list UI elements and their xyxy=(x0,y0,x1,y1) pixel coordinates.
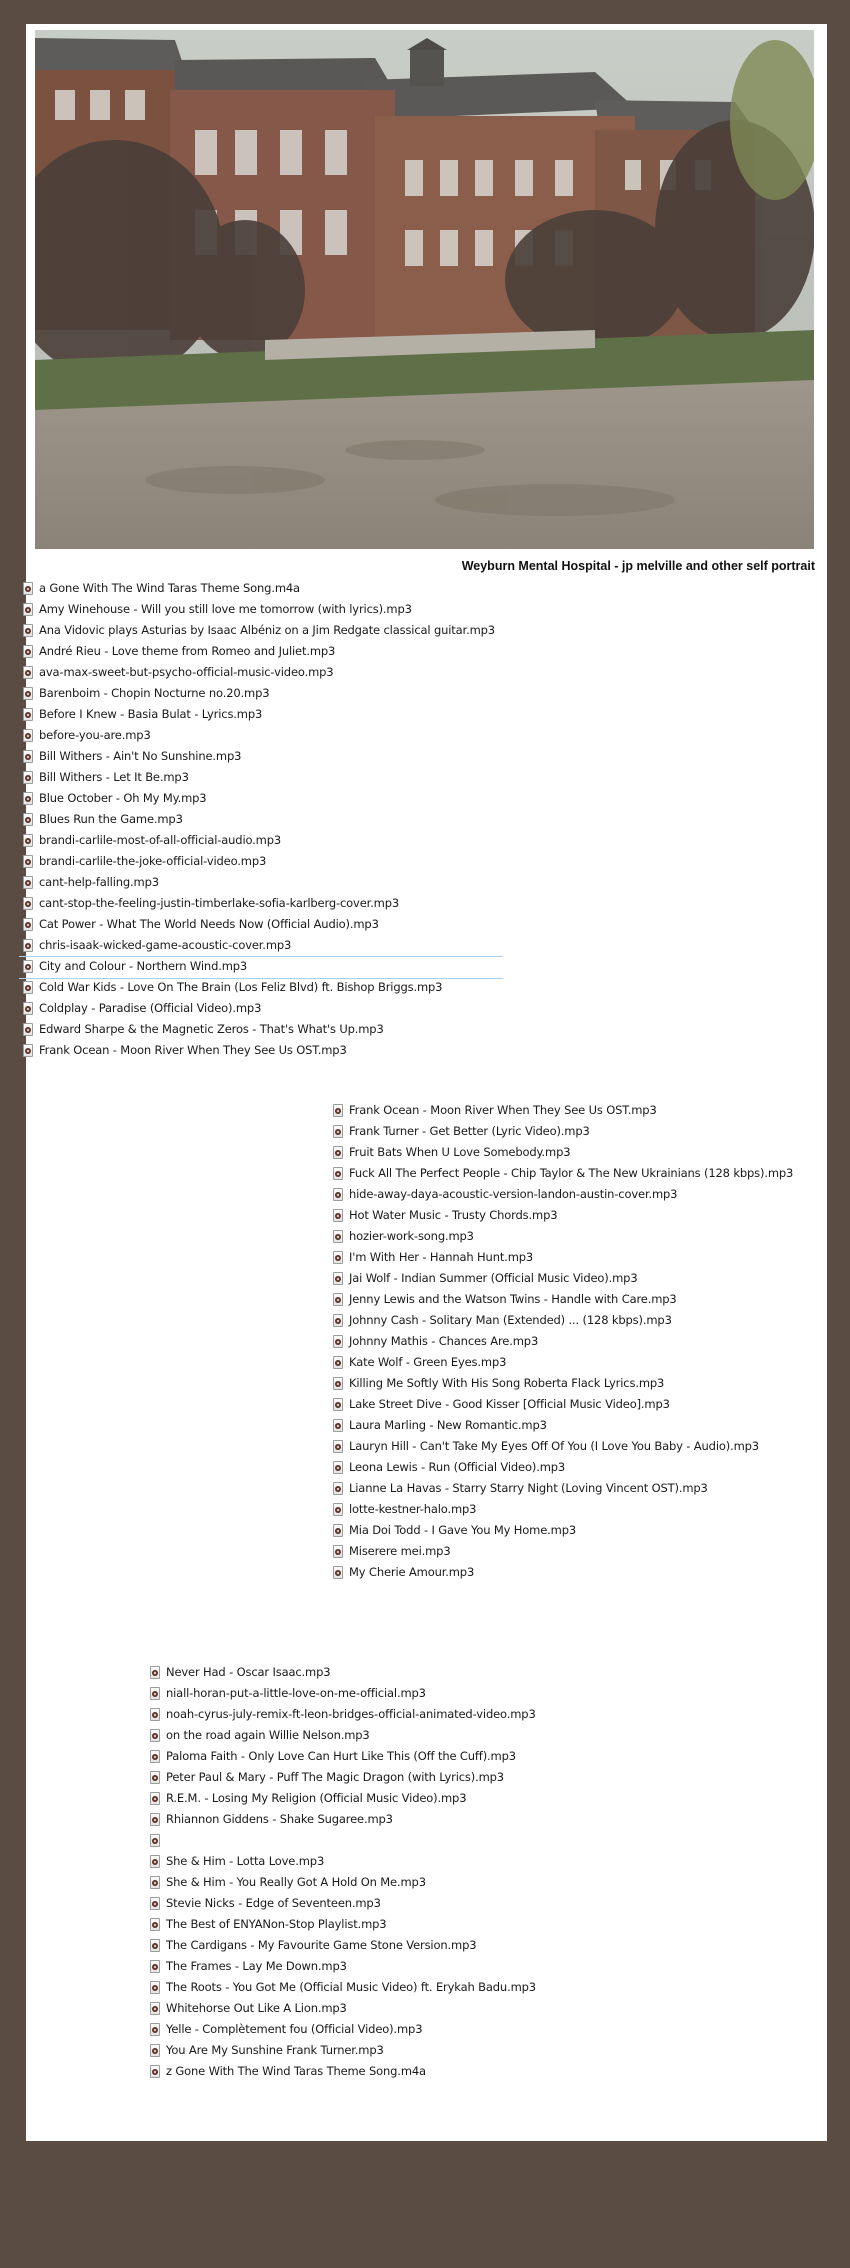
audio-file-icon xyxy=(333,1419,343,1432)
file-link[interactable] xyxy=(333,1100,803,1121)
file-link[interactable] xyxy=(23,641,503,662)
file-link[interactable] xyxy=(23,683,503,704)
file-name: She & Him - You Really Got A Hold On Me.mp3 xyxy=(166,1875,426,1889)
audio-file-icon xyxy=(23,708,33,721)
file-link[interactable] xyxy=(23,998,503,1019)
file-link[interactable] xyxy=(333,1268,803,1289)
file-link[interactable] xyxy=(23,599,503,620)
file-link[interactable] xyxy=(333,1247,803,1268)
audio-file-icon xyxy=(150,1960,160,1973)
audio-file-icon xyxy=(333,1356,343,1369)
file-name: Leona Lewis - Run (Official Video).mp3 xyxy=(349,1460,566,1474)
file-name: André Rieu - Love theme from Romeo and Juliet.mp3 xyxy=(39,644,336,658)
audio-file-icon xyxy=(23,960,33,973)
file-name: Laura Marling - New Romantic.mp3 xyxy=(349,1418,547,1432)
file-link[interactable] xyxy=(150,1998,620,2019)
file-name: Lake Street Dive - Good Kisser [Official Music Video].mp3 xyxy=(349,1397,670,1411)
file-name: Jenny Lewis and the Watson Twins - Handle with Care.mp3 xyxy=(349,1292,677,1306)
file-name: Frank Ocean - Moon River When They See Us OST.mp3 xyxy=(39,1043,347,1057)
audio-file-icon xyxy=(333,1146,343,1159)
file-name: Lianne La Havas - Starry Starry Night (Loving Vincent OST).mp3 xyxy=(349,1481,708,1495)
audio-file-icon xyxy=(23,666,33,679)
file-name: ava-max-sweet-but-psycho-official-music-video.mp3 xyxy=(39,665,334,679)
file-name: Blues Run the Game.mp3 xyxy=(39,812,183,826)
file-link[interactable] xyxy=(333,1226,803,1247)
audio-file-icon xyxy=(333,1524,343,1537)
audio-file-icon xyxy=(23,1023,33,1036)
file-link[interactable] xyxy=(23,620,503,641)
file-name: Mia Doi Todd - I Gave You My Home.mp3 xyxy=(349,1523,577,1537)
audio-file-icon xyxy=(23,582,33,595)
file-name: My Cherie Amour.mp3 xyxy=(349,1565,475,1579)
audio-file-icon xyxy=(150,1939,160,1952)
file-name: cant-stop-the-feeling-justin-timberlake-sofia-karlberg-cover.mp3 xyxy=(39,896,400,910)
audio-file-icon xyxy=(150,1813,160,1826)
file-name: chris-isaak-wicked-game-acoustic-cover.mp3 xyxy=(39,938,292,952)
file-link[interactable] xyxy=(23,956,503,977)
audio-file-icon xyxy=(23,624,33,637)
file-link[interactable] xyxy=(150,1767,620,1788)
file-link[interactable] xyxy=(150,1935,620,1956)
file-name: The Cardigans - My Favourite Game Stone Version.mp3 xyxy=(166,1938,477,1952)
audio-file-icon xyxy=(150,1918,160,1931)
audio-file-icon xyxy=(333,1293,343,1306)
file-link[interactable] xyxy=(333,1373,803,1394)
audio-file-icon xyxy=(333,1398,343,1411)
file-link[interactable] xyxy=(23,851,503,872)
audio-file-icon xyxy=(23,771,33,784)
file-link[interactable] xyxy=(333,1415,803,1436)
file-name: She & Him - Lotta Love.mp3 xyxy=(166,1854,325,1868)
file-name: z Gone With The Wind Taras Theme Song.m4a xyxy=(166,2064,426,2078)
file-name: Barenboim - Chopin Nocturne no.20.mp3 xyxy=(39,686,270,700)
file-name: on the road again Willie Nelson.mp3 xyxy=(166,1728,370,1742)
file-link[interactable] xyxy=(150,1851,620,1872)
file-name: Edward Sharpe & the Magnetic Zeros - That's What's Up.mp3 xyxy=(39,1022,384,1036)
file-link[interactable] xyxy=(150,2040,620,2061)
audio-file-icon xyxy=(150,2002,160,2015)
file-link[interactable] xyxy=(333,1394,803,1415)
file-name: brandi-carlile-the-joke-official-video.mp3 xyxy=(39,854,267,868)
audio-file-icon xyxy=(23,813,33,826)
file-name: Bill Withers - Let It Be.mp3 xyxy=(39,770,189,784)
file-link[interactable] xyxy=(150,1788,620,1809)
file-link[interactable] xyxy=(333,1142,803,1163)
audio-file-icon xyxy=(23,645,33,658)
file-link[interactable] xyxy=(150,1662,620,1683)
file-name: a Gone With The Wind Taras Theme Song.m4a xyxy=(39,581,300,595)
audio-file-icon xyxy=(333,1566,343,1579)
file-link[interactable] xyxy=(23,746,503,767)
file-name: Kate Wolf - Green Eyes.mp3 xyxy=(349,1355,507,1369)
file-link[interactable] xyxy=(333,1331,803,1352)
file-name: Miserere mei.mp3 xyxy=(349,1544,451,1558)
file-link[interactable] xyxy=(23,704,503,725)
photo-caption: Weyburn Mental Hospital - jp melville and other self portrait xyxy=(461,559,815,573)
file-name: Frank Turner - Get Better (Lyric Video).mp3 xyxy=(349,1124,590,1138)
audio-file-icon xyxy=(333,1377,343,1390)
file-list-3 xyxy=(150,1662,620,2082)
file-name: R.E.M. - Losing My Religion (Official Music Video).mp3 xyxy=(166,1791,467,1805)
file-link[interactable] xyxy=(150,1809,620,1830)
audio-file-icon xyxy=(23,603,33,616)
file-link[interactable] xyxy=(150,2061,620,2082)
audio-file-icon xyxy=(23,729,33,742)
file-link[interactable] xyxy=(23,872,503,893)
file-link[interactable] xyxy=(23,767,503,788)
file-link[interactable] xyxy=(150,1704,620,1725)
audio-file-icon xyxy=(23,876,33,889)
audio-file-icon xyxy=(23,750,33,763)
audio-file-icon xyxy=(150,1834,160,1847)
file-link[interactable] xyxy=(333,1121,803,1142)
file-name: Coldplay - Paradise (Official Video).mp3 xyxy=(39,1001,262,1015)
file-link[interactable] xyxy=(23,935,503,956)
file-link[interactable] xyxy=(23,725,503,746)
file-name: Yelle - Complètement fou (Official Video).mp3 xyxy=(166,2022,423,2036)
file-link[interactable] xyxy=(333,1562,803,1583)
file-name: Never Had - Oscar Isaac.mp3 xyxy=(166,1665,331,1679)
audio-file-icon xyxy=(333,1272,343,1285)
file-link[interactable] xyxy=(150,1725,620,1746)
file-name: I'm With Her - Hannah Hunt.mp3 xyxy=(349,1250,534,1264)
file-name: Cold War Kids - Love On The Brain (Los Feliz Blvd) ft. Bishop Briggs.mp3 xyxy=(39,980,443,994)
file-link[interactable] xyxy=(150,1683,620,1704)
audio-file-icon xyxy=(150,1897,160,1910)
audio-file-icon xyxy=(333,1188,343,1201)
file-name: niall-horan-put-a-little-love-on-me-official.mp3 xyxy=(166,1686,426,1700)
file-link[interactable] xyxy=(23,809,503,830)
audio-file-icon xyxy=(333,1314,343,1327)
file-link[interactable] xyxy=(333,1352,803,1373)
file-link[interactable] xyxy=(333,1520,803,1541)
file-name: Johnny Mathis - Chances Are.mp3 xyxy=(349,1334,539,1348)
file-name: City and Colour - Northern Wind.mp3 xyxy=(39,959,248,973)
file-name: You Are My Sunshine Frank Turner.mp3 xyxy=(166,2043,384,2057)
audio-file-icon xyxy=(23,897,33,910)
file-link[interactable] xyxy=(150,2019,620,2040)
file-link[interactable] xyxy=(150,1746,620,1767)
file-name: Lauryn Hill - Can't Take My Eyes Off Of You (I Love You Baby - Audio).mp3 xyxy=(349,1439,759,1453)
file-name: Whitehorse Out Like A Lion.mp3 xyxy=(166,2001,347,2015)
file-link[interactable] xyxy=(333,1541,803,1562)
audio-file-icon xyxy=(150,1666,160,1679)
audio-file-icon xyxy=(23,939,33,952)
file-name: Killing Me Softly With His Song Roberta Flack Lyrics.mp3 xyxy=(349,1376,665,1390)
file-link[interactable] xyxy=(333,1436,803,1457)
audio-file-icon xyxy=(333,1461,343,1474)
file-name: Cat Power - What The World Needs Now (Official Audio).mp3 xyxy=(39,917,379,931)
audio-file-icon xyxy=(150,1876,160,1889)
file-name: Frank Ocean - Moon River When They See Us OST.mp3 xyxy=(349,1103,657,1117)
audio-file-icon xyxy=(23,1002,33,1015)
audio-file-icon xyxy=(333,1440,343,1453)
file-link[interactable] xyxy=(333,1289,803,1310)
file-name: Stevie Nicks - Edge of Seventeen.mp3 xyxy=(166,1896,381,1910)
audio-file-icon xyxy=(150,2065,160,2078)
audio-file-icon xyxy=(23,687,33,700)
file-link[interactable] xyxy=(23,893,503,914)
file-link[interactable] xyxy=(23,662,503,683)
file-link[interactable] xyxy=(23,1019,503,1040)
audio-file-icon xyxy=(150,1687,160,1700)
file-name: The Best of ENYANon-Stop Playlist.mp3 xyxy=(166,1917,387,1931)
file-name: hide-away-daya-acoustic-version-landon-austin-cover.mp3 xyxy=(349,1187,678,1201)
file-name: cant-help-falling.mp3 xyxy=(39,875,159,889)
file-link[interactable] xyxy=(23,830,503,851)
file-name: noah-cyrus-july-remix-ft-leon-bridges-official-animated-video.mp3 xyxy=(166,1707,536,1721)
audio-file-icon xyxy=(333,1251,343,1264)
building-photo xyxy=(35,30,814,549)
audio-file-icon xyxy=(333,1209,343,1222)
file-link[interactable] xyxy=(150,1872,620,1893)
file-name: Blue October - Oh My My.mp3 xyxy=(39,791,207,805)
file-link[interactable] xyxy=(150,1893,620,1914)
file-link[interactable] xyxy=(23,578,503,599)
file-name: Before I Knew - Basia Bulat - Lyrics.mp3 xyxy=(39,707,263,721)
audio-file-icon xyxy=(333,1230,343,1243)
file-name: The Roots - You Got Me (Official Music Video) ft. Erykah Badu.mp3 xyxy=(166,1980,536,1994)
audio-file-icon xyxy=(333,1482,343,1495)
file-name: Fruit Bats When U Love Somebody.mp3 xyxy=(349,1145,571,1159)
audio-file-icon xyxy=(23,918,33,931)
audio-file-icon xyxy=(23,981,33,994)
audio-file-icon xyxy=(333,1503,343,1516)
file-link[interactable] xyxy=(23,914,503,935)
audio-file-icon xyxy=(23,792,33,805)
audio-file-icon xyxy=(150,1729,160,1742)
file-link[interactable] xyxy=(150,1830,620,1851)
file-link[interactable] xyxy=(23,788,503,809)
file-link[interactable] xyxy=(150,1914,620,1935)
file-name: Fuck All The Perfect People - Chip Taylor & The New Ukrainians (128 kbps).mp3 xyxy=(349,1166,794,1180)
audio-file-icon xyxy=(150,1750,160,1763)
file-name: Amy Winehouse - Will you still love me tomorrow (with lyrics).mp3 xyxy=(39,602,412,616)
audio-file-icon xyxy=(333,1335,343,1348)
file-link[interactable] xyxy=(333,1184,803,1205)
audio-file-icon xyxy=(150,2023,160,2036)
audio-file-icon xyxy=(333,1104,343,1117)
file-link[interactable] xyxy=(333,1205,803,1226)
audio-file-icon xyxy=(150,1708,160,1721)
audio-file-icon xyxy=(150,1981,160,1994)
file-name: lotte-kestner-halo.mp3 xyxy=(349,1502,477,1516)
file-name: Ana Vidovic plays Asturias by Isaac Albéniz on a Jim Redgate classical guitar.mp3 xyxy=(39,623,495,637)
file-list-2 xyxy=(333,1100,803,1583)
file-name: Bill Withers - Ain't No Sunshine.mp3 xyxy=(39,749,242,763)
audio-file-icon xyxy=(150,1792,160,1805)
file-name: Peter Paul & Mary - Puff The Magic Dragon (with Lyrics).mp3 xyxy=(166,1770,504,1784)
file-name: Hot Water Music - Trusty Chords.mp3 xyxy=(349,1208,558,1222)
file-link[interactable] xyxy=(333,1310,803,1331)
audio-file-icon xyxy=(150,2044,160,2057)
audio-file-icon xyxy=(150,1771,160,1784)
file-link[interactable] xyxy=(23,1040,503,1061)
audio-file-icon xyxy=(333,1545,343,1558)
file-list-1 xyxy=(23,578,503,1061)
file-link[interactable] xyxy=(333,1478,803,1499)
audio-file-icon xyxy=(23,834,33,847)
audio-file-icon xyxy=(150,1855,160,1868)
audio-file-icon xyxy=(333,1167,343,1180)
file-link[interactable] xyxy=(333,1457,803,1478)
audio-file-icon xyxy=(23,855,33,868)
file-name: Jai Wolf - Indian Summer (Official Music Video).mp3 xyxy=(349,1271,638,1285)
file-link[interactable] xyxy=(23,977,503,998)
file-name: hozier-work-song.mp3 xyxy=(349,1229,474,1243)
file-name: Johnny Cash - Solitary Man (Extended) ... (128 kbps).mp3 xyxy=(349,1313,672,1327)
file-name: Rhiannon Giddens - Shake Sugaree.mp3 xyxy=(166,1812,393,1826)
audio-file-icon xyxy=(23,1044,33,1057)
file-link[interactable] xyxy=(150,1977,620,1998)
file-link[interactable] xyxy=(333,1499,803,1520)
file-name: The Frames - Lay Me Down.mp3 xyxy=(166,1959,347,1973)
file-name: before-you-are.mp3 xyxy=(39,728,151,742)
file-name: Paloma Faith - Only Love Can Hurt Like This (Off the Cuff).mp3 xyxy=(166,1749,516,1763)
file-link[interactable] xyxy=(150,1956,620,1977)
audio-file-icon xyxy=(333,1125,343,1138)
file-name: brandi-carlile-most-of-all-official-audio.mp3 xyxy=(39,833,282,847)
file-link[interactable] xyxy=(333,1163,803,1184)
